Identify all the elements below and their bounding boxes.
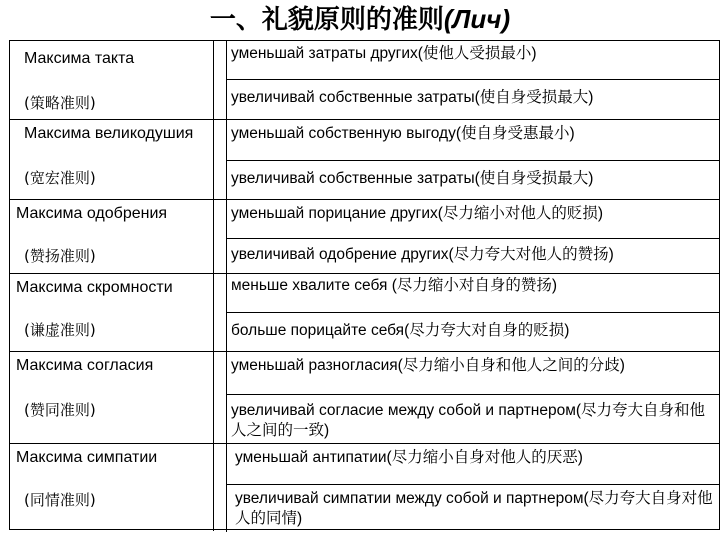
- rule-text: уменьшай собственную выгоду(使自身受惠最小): [231, 125, 575, 142]
- maxim-name-cell: [10, 41, 214, 119]
- table-row: [10, 273, 719, 351]
- rule-text: увеличивай одобрение других(尽力夸大对他人的赞扬): [231, 246, 614, 263]
- table-row: [10, 199, 719, 273]
- maxim-name: Максима симпатии: [16, 449, 158, 466]
- title-author: (Лич): [443, 4, 511, 34]
- maxim-chinese: (宽宏准则): [24, 169, 96, 187]
- rule-text: уменьшай порицание других(尽力缩小对他人的贬损): [231, 205, 604, 222]
- maxim-chinese: (谦虚准则): [24, 321, 96, 339]
- rule-cell: [226, 312, 719, 352]
- rule-text: уменьшай антипатии(尽力缩小自身对他人的厌恶): [235, 449, 583, 466]
- maxim-name-cell: [10, 274, 214, 351]
- maxim-name: Максима скромности: [16, 279, 173, 296]
- table-row: [10, 119, 719, 199]
- rule-text: уменьшай разногласия(尽力缩小自身和他人之间的分歧): [231, 357, 625, 374]
- rule-text: меньше хвалите себя (尽力缩小对自身的赞扬): [231, 277, 558, 294]
- rule-cell: [226, 79, 719, 119]
- maxim-chinese: (同情准则): [24, 491, 96, 509]
- table-row: [10, 41, 719, 119]
- maxim-chinese: (策略准则): [24, 94, 96, 112]
- maxim-chinese: (赞扬准则): [24, 247, 96, 265]
- rule-cell: [226, 394, 719, 444]
- rule-cell: [226, 200, 719, 238]
- rule-cell: [226, 160, 719, 200]
- maxim-name-cell: [10, 444, 214, 531]
- maxim-name: Максима великодушия: [24, 125, 194, 142]
- rule-text: больше порицайте себя(尽力夸大对自身的贬损): [231, 322, 570, 339]
- rule-cell: [226, 444, 719, 484]
- rule-cell: [226, 484, 719, 532]
- rule-cell: [226, 352, 719, 394]
- maxim-name: Максима согласия: [16, 357, 154, 374]
- rule-text: увеличивай симпатии между собой и партнером(尽力夸大自身对他人的同情): [235, 490, 713, 527]
- title-text: 一、礼貌原则的准则: [209, 5, 444, 35]
- maxim-name: Максима такта: [24, 50, 135, 67]
- maxims-table: [9, 40, 720, 530]
- rule-cell: [226, 41, 719, 79]
- rule-text: увеличивай собственные затраты(使自身受损最大): [231, 89, 594, 106]
- maxim-chinese: (赞同准则): [24, 401, 96, 419]
- maxim-name-cell: [10, 120, 214, 199]
- rule-text: увеличивай собственные затраты(使自身受损最大): [231, 170, 594, 187]
- table-row: [10, 351, 719, 443]
- page-title: [0, 2, 720, 37]
- maxim-name-cell: [10, 200, 214, 273]
- maxim-name: Максима одобрения: [16, 205, 168, 222]
- rule-cell: [226, 274, 719, 312]
- table-row: [10, 443, 719, 531]
- rule-text: уменьшай затраты других(使他人受损最小): [231, 45, 537, 62]
- rule-cell: [226, 238, 719, 274]
- rule-cell: [226, 120, 719, 160]
- maxim-name-cell: [10, 352, 214, 443]
- rule-text: увеличивай согласие между собой и партнером(尽力夸大自身和他人之间的一致): [231, 402, 706, 439]
